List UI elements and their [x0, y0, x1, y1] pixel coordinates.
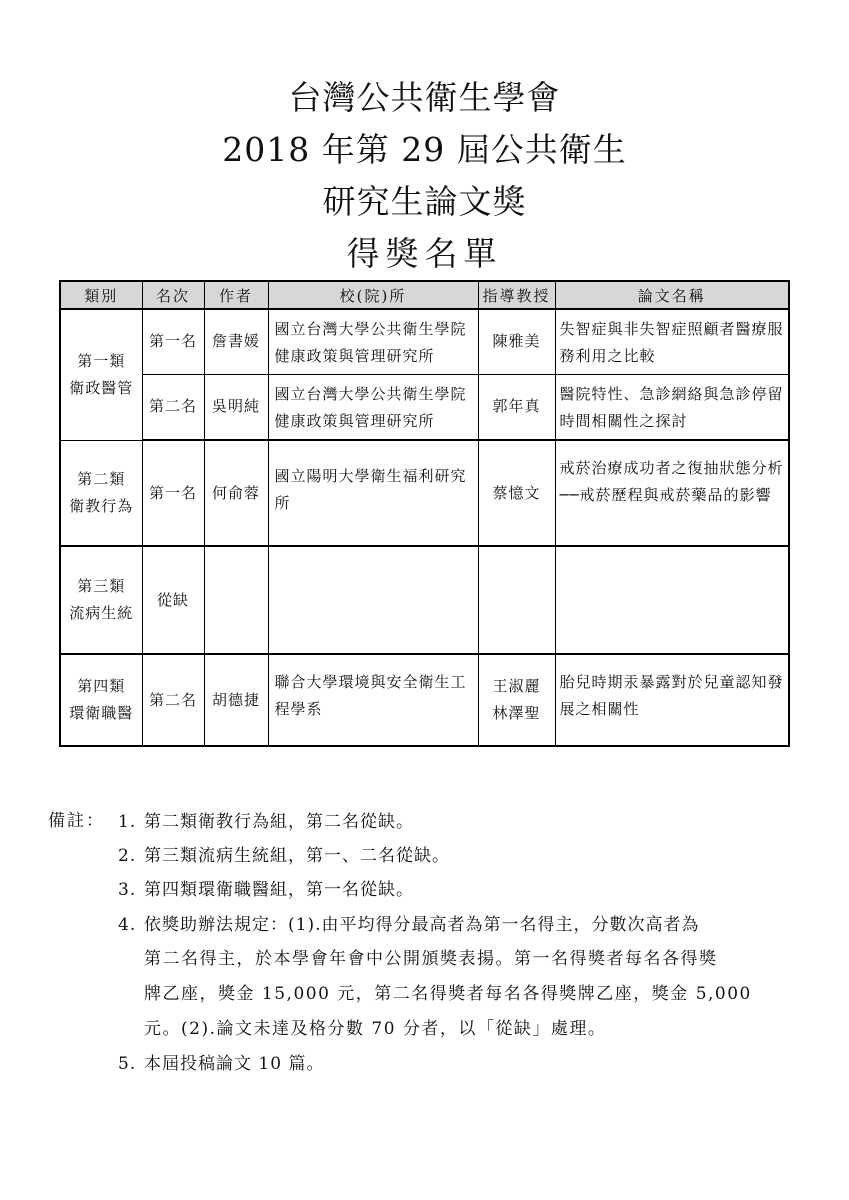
note-number: 5. — [118, 1054, 137, 1074]
rank-cell: 從缺 — [142, 546, 204, 654]
category-cell — [60, 546, 142, 654]
advisor-cell — [478, 654, 555, 746]
title-line-2: 2018 年第 29 屆公共衛生 — [222, 130, 627, 169]
table-row — [60, 654, 789, 746]
note-number: 1. — [118, 812, 137, 832]
author-cell — [204, 546, 268, 654]
note-continuation: 第二名得主，於本學會年會中公開頒獎表揚。第一名得獎者每名各得獎 — [144, 949, 718, 969]
advisor-name: 林澤聖 — [492, 704, 541, 722]
school-cell — [268, 546, 478, 654]
note-text: 本屆投稿論文 10 篇。 — [144, 1054, 325, 1074]
category-subname: 衛政醫管 — [69, 378, 134, 397]
note-continuation: 牌乙座，獎金 15,000 元，第二名得獎者每名各得獎牌乙座，獎金 5,000 — [144, 984, 752, 1004]
school-cell: 國立台灣大學公共衛生學院健康政策與管理研究所 — [268, 374, 478, 440]
note-continuation: 元。(2).論文未達及格分數 70 分者，以「從缺」處理。 — [144, 1019, 607, 1039]
category-name: 第四類 — [77, 677, 126, 695]
title-line-1: 台灣公共衛生學會 — [288, 78, 561, 117]
rank-cell: 第二名 — [142, 374, 204, 440]
table-row — [60, 374, 789, 440]
header-rank: 名次 — [142, 281, 204, 309]
note-text: 第二類衛教行為組，第二名從缺。 — [144, 812, 414, 832]
category-cell — [60, 654, 142, 746]
note-text: 第三類流病生統組，第一、二名從缺。 — [144, 846, 450, 866]
category-cell — [60, 440, 142, 546]
header-author: 作者 — [204, 281, 268, 309]
category-name: 第一類 — [77, 351, 126, 370]
school-cell: 國立台灣大學公共衛生學院健康政策與管理研究所 — [268, 309, 478, 374]
school-cell: 聯合大學環境與安全衛生工程學系 — [268, 654, 478, 746]
title-line-3: 研究生論文獎 — [322, 182, 527, 221]
notes-heading: 備註： — [48, 811, 105, 831]
note-number: 2. — [118, 846, 137, 866]
rank-cell: 第二名 — [142, 654, 204, 746]
category-name: 第三類 — [77, 577, 126, 595]
paper-title-cell: 胎兒時期汞暴露對於兒童認知發展之相關性 — [555, 654, 789, 746]
category-cell — [60, 309, 142, 440]
title-line-4: 得獎名單 — [346, 234, 503, 273]
rank-cell: 第一名 — [142, 440, 204, 546]
note-item — [118, 874, 808, 906]
header-school: 校(院)所 — [268, 281, 478, 309]
note-number: 4. — [118, 915, 137, 935]
author-cell: 詹書媛 — [204, 309, 268, 374]
note-item — [118, 806, 808, 838]
advisor-name: 王淑麗 — [492, 677, 541, 695]
document-title — [0, 72, 849, 280]
note-text: 依獎助辦法規定：(1).由平均得分最高者為第一名得主，分數次高者為 — [144, 915, 700, 935]
paper-title-cell: 戒菸治療成功者之復抽狀態分析──戒菸歷程與戒菸藥品的影響 — [555, 440, 789, 546]
table-header-row — [60, 281, 789, 309]
paper-title-cell — [555, 546, 789, 654]
paper-title-cell: 醫院特性、急診網絡與急診停留時間相關性之探討 — [555, 374, 789, 440]
author-cell: 胡德捷 — [204, 654, 268, 746]
category-subname: 流病生統 — [69, 604, 134, 622]
table-row — [60, 440, 789, 546]
rank-cell: 第一名 — [142, 309, 204, 374]
note-item — [118, 1048, 808, 1080]
advisor-cell: 蔡憶文 — [478, 440, 555, 546]
table-row — [60, 546, 789, 654]
advisor-cell: 郭年真 — [478, 374, 555, 440]
school-cell: 國立陽明大學衛生福利研究所 — [268, 440, 478, 546]
note-item — [118, 909, 808, 941]
table-row — [60, 309, 789, 374]
paper-title-cell: 失智症與非失智症照顧者醫療服務利用之比較 — [555, 309, 789, 374]
note-item — [118, 840, 808, 872]
note-text: 第四類環衛職醫組，第一名從缺。 — [144, 880, 414, 900]
author-cell: 吳明純 — [204, 374, 268, 440]
category-name: 第二類 — [77, 469, 126, 488]
advisor-cell: 陳雅美 — [478, 309, 555, 374]
note-number: 3. — [118, 880, 137, 900]
category-subname: 環衛職醫 — [69, 704, 134, 722]
advisor-cell — [478, 546, 555, 654]
header-advisor: 指導教授 — [478, 281, 555, 309]
author-cell: 何俞蓉 — [204, 440, 268, 546]
header-category: 類別 — [60, 281, 142, 309]
header-paper: 論文名稱 — [555, 281, 789, 309]
category-subname: 衛教行為 — [69, 496, 134, 515]
awards-table — [59, 280, 790, 747]
